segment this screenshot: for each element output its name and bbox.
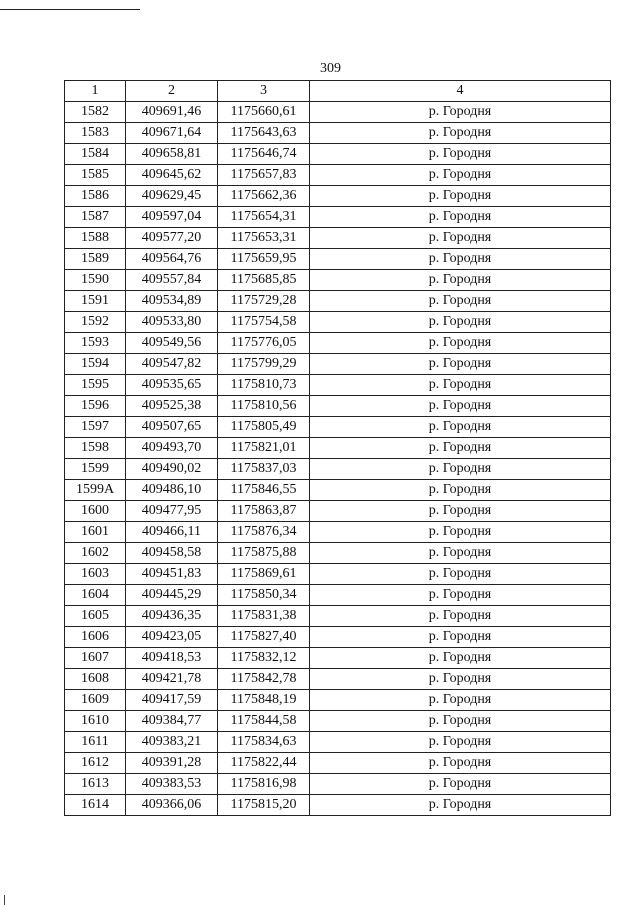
point-number-cell: 1589 [65, 249, 126, 270]
description-cell: р. Городня [310, 627, 611, 648]
x-coordinate-cell: 409534,89 [126, 291, 218, 312]
point-number-cell: 1611 [65, 732, 126, 753]
y-coordinate-cell: 1175846,55 [218, 480, 310, 501]
point-number-cell: 1594 [65, 354, 126, 375]
table-row [65, 585, 611, 606]
x-coordinate-cell: 409383,21 [126, 732, 218, 753]
point-number-cell: 1592 [65, 312, 126, 333]
table-row [65, 732, 611, 753]
table-row [65, 438, 611, 459]
x-coordinate-cell: 409549,56 [126, 333, 218, 354]
point-number-cell: 1601 [65, 522, 126, 543]
y-coordinate-cell: 1175810,56 [218, 396, 310, 417]
y-coordinate-cell: 1175729,28 [218, 291, 310, 312]
y-coordinate-cell: 1175815,20 [218, 795, 310, 816]
y-coordinate-cell: 1175831,38 [218, 606, 310, 627]
table-body [65, 102, 611, 816]
y-coordinate-cell: 1175816,98 [218, 774, 310, 795]
y-coordinate-cell: 1175869,61 [218, 564, 310, 585]
x-coordinate-cell: 409451,83 [126, 564, 218, 585]
x-coordinate-cell: 409384,77 [126, 711, 218, 732]
table-row [65, 627, 611, 648]
y-coordinate-cell: 1175653,31 [218, 228, 310, 249]
y-coordinate-cell: 1175685,85 [218, 270, 310, 291]
x-coordinate-cell: 409366,06 [126, 795, 218, 816]
table-row [65, 564, 611, 585]
point-number-cell: 1603 [65, 564, 126, 585]
point-number-cell: 1607 [65, 648, 126, 669]
header-col-2: 2 [126, 81, 218, 102]
y-coordinate-cell: 1175875,88 [218, 543, 310, 564]
table-row [65, 774, 611, 795]
point-number-cell: 1614 [65, 795, 126, 816]
table-row [65, 333, 611, 354]
point-number-cell: 1593 [65, 333, 126, 354]
y-coordinate-cell: 1175660,61 [218, 102, 310, 123]
description-cell: р. Городня [310, 690, 611, 711]
description-cell: р. Городня [310, 144, 611, 165]
y-coordinate-cell: 1175654,31 [218, 207, 310, 228]
table-row [65, 795, 611, 816]
y-coordinate-cell: 1175837,03 [218, 459, 310, 480]
point-number-cell: 1590 [65, 270, 126, 291]
point-number-cell: 1588 [65, 228, 126, 249]
description-cell: р. Городня [310, 396, 611, 417]
point-number-cell: 1587 [65, 207, 126, 228]
table-row [65, 312, 611, 333]
y-coordinate-cell: 1175821,01 [218, 438, 310, 459]
x-coordinate-cell: 409533,80 [126, 312, 218, 333]
point-number-cell: 1585 [65, 165, 126, 186]
y-coordinate-cell: 1175754,58 [218, 312, 310, 333]
description-cell: р. Городня [310, 732, 611, 753]
table-row [65, 102, 611, 123]
point-number-cell: 1605 [65, 606, 126, 627]
x-coordinate-cell: 409547,82 [126, 354, 218, 375]
table-row [65, 186, 611, 207]
point-number-cell: 1597 [65, 417, 126, 438]
x-coordinate-cell: 409417,59 [126, 690, 218, 711]
description-cell: р. Городня [310, 459, 611, 480]
x-coordinate-cell: 409423,05 [126, 627, 218, 648]
description-cell: р. Городня [310, 711, 611, 732]
y-coordinate-cell: 1175805,49 [218, 417, 310, 438]
point-number-cell: 1604 [65, 585, 126, 606]
description-cell: р. Городня [310, 270, 611, 291]
table-row [65, 480, 611, 501]
x-coordinate-cell: 409383,53 [126, 774, 218, 795]
header-col-3: 3 [218, 81, 310, 102]
table-row [65, 501, 611, 522]
description-cell: р. Городня [310, 501, 611, 522]
point-number-cell: 1613 [65, 774, 126, 795]
table-row [65, 249, 611, 270]
y-coordinate-cell: 1175834,63 [218, 732, 310, 753]
x-coordinate-cell: 409507,65 [126, 417, 218, 438]
y-coordinate-cell: 1175822,44 [218, 753, 310, 774]
header-col-4: 4 [310, 81, 611, 102]
x-coordinate-cell: 409466,11 [126, 522, 218, 543]
point-number-cell: 1598 [65, 438, 126, 459]
table-row [65, 375, 611, 396]
y-coordinate-cell: 1175643,63 [218, 123, 310, 144]
y-coordinate-cell: 1175657,83 [218, 165, 310, 186]
description-cell: р. Городня [310, 480, 611, 501]
point-number-cell: 1600 [65, 501, 126, 522]
table-row [65, 354, 611, 375]
point-number-cell: 1609 [65, 690, 126, 711]
point-number-cell: 1599 [65, 459, 126, 480]
point-number-cell: 1583 [65, 123, 126, 144]
description-cell: р. Городня [310, 186, 611, 207]
table-row [65, 711, 611, 732]
description-cell: р. Городня [310, 438, 611, 459]
point-number-cell: 1602 [65, 543, 126, 564]
table-row [65, 123, 611, 144]
description-cell: р. Городня [310, 291, 611, 312]
description-cell: р. Городня [310, 312, 611, 333]
top-rule-line [0, 9, 140, 10]
x-coordinate-cell: 409671,64 [126, 123, 218, 144]
y-coordinate-cell: 1175659,95 [218, 249, 310, 270]
description-cell: р. Городня [310, 207, 611, 228]
table-row [65, 606, 611, 627]
table-row [65, 543, 611, 564]
x-coordinate-cell: 409645,62 [126, 165, 218, 186]
table-row [65, 270, 611, 291]
description-cell: р. Городня [310, 228, 611, 249]
y-coordinate-cell: 1175842,78 [218, 669, 310, 690]
table-row [65, 459, 611, 480]
point-number-cell: 1586 [65, 186, 126, 207]
table-row [65, 228, 611, 249]
x-coordinate-cell: 409418,53 [126, 648, 218, 669]
point-number-cell: 1582 [65, 102, 126, 123]
x-coordinate-cell: 409629,45 [126, 186, 218, 207]
table-row [65, 753, 611, 774]
x-coordinate-cell: 409421,78 [126, 669, 218, 690]
table-row [65, 669, 611, 690]
table-header [65, 81, 611, 102]
y-coordinate-cell: 1175876,34 [218, 522, 310, 543]
description-cell: р. Городня [310, 522, 611, 543]
y-coordinate-cell: 1175832,12 [218, 648, 310, 669]
table-row [65, 165, 611, 186]
page-number: 309 [320, 61, 341, 76]
description-cell: р. Городня [310, 375, 611, 396]
description-cell: р. Городня [310, 669, 611, 690]
x-coordinate-cell: 409391,28 [126, 753, 218, 774]
table-row [65, 648, 611, 669]
coordinates-table [64, 80, 611, 816]
x-coordinate-cell: 409436,35 [126, 606, 218, 627]
x-coordinate-cell: 409490,02 [126, 459, 218, 480]
table-row [65, 144, 611, 165]
x-coordinate-cell: 409691,46 [126, 102, 218, 123]
y-coordinate-cell: 1175646,74 [218, 144, 310, 165]
x-coordinate-cell: 409445,29 [126, 585, 218, 606]
y-coordinate-cell: 1175827,40 [218, 627, 310, 648]
point-number-cell: 1610 [65, 711, 126, 732]
description-cell: р. Городня [310, 753, 611, 774]
description-cell: р. Городня [310, 165, 611, 186]
x-coordinate-cell: 409477,95 [126, 501, 218, 522]
margin-mark [4, 895, 5, 905]
table-row [65, 291, 611, 312]
table-row [65, 690, 611, 711]
y-coordinate-cell: 1175850,34 [218, 585, 310, 606]
description-cell: р. Городня [310, 648, 611, 669]
description-cell: р. Городня [310, 354, 611, 375]
point-number-cell: 1596 [65, 396, 126, 417]
y-coordinate-cell: 1175799,29 [218, 354, 310, 375]
point-number-cell: 1584 [65, 144, 126, 165]
x-coordinate-cell: 409658,81 [126, 144, 218, 165]
description-cell: р. Городня [310, 774, 611, 795]
point-number-cell: 1606 [65, 627, 126, 648]
description-cell: р. Городня [310, 249, 611, 270]
table-row [65, 417, 611, 438]
x-coordinate-cell: 409535,65 [126, 375, 218, 396]
x-coordinate-cell: 409577,20 [126, 228, 218, 249]
y-coordinate-cell: 1175776,05 [218, 333, 310, 354]
x-coordinate-cell: 409458,58 [126, 543, 218, 564]
description-cell: р. Городня [310, 333, 611, 354]
description-cell: р. Городня [310, 102, 611, 123]
description-cell: р. Городня [310, 606, 611, 627]
description-cell: р. Городня [310, 564, 611, 585]
x-coordinate-cell: 409493,70 [126, 438, 218, 459]
description-cell: р. Городня [310, 795, 611, 816]
description-cell: р. Городня [310, 123, 611, 144]
description-cell: р. Городня [310, 543, 611, 564]
point-number-cell: 1599А [65, 480, 126, 501]
table-row [65, 396, 611, 417]
point-number-cell: 1608 [65, 669, 126, 690]
point-number-cell: 1595 [65, 375, 126, 396]
y-coordinate-cell: 1175848,19 [218, 690, 310, 711]
x-coordinate-cell: 409564,76 [126, 249, 218, 270]
y-coordinate-cell: 1175844,58 [218, 711, 310, 732]
point-number-cell: 1591 [65, 291, 126, 312]
header-col-1: 1 [65, 81, 126, 102]
description-cell: р. Городня [310, 417, 611, 438]
y-coordinate-cell: 1175810,73 [218, 375, 310, 396]
point-number-cell: 1612 [65, 753, 126, 774]
x-coordinate-cell: 409597,04 [126, 207, 218, 228]
table-row [65, 207, 611, 228]
header-row [65, 81, 611, 102]
y-coordinate-cell: 1175662,36 [218, 186, 310, 207]
x-coordinate-cell: 409557,84 [126, 270, 218, 291]
x-coordinate-cell: 409525,38 [126, 396, 218, 417]
description-cell: р. Городня [310, 585, 611, 606]
x-coordinate-cell: 409486,10 [126, 480, 218, 501]
y-coordinate-cell: 1175863,87 [218, 501, 310, 522]
table-row [65, 522, 611, 543]
